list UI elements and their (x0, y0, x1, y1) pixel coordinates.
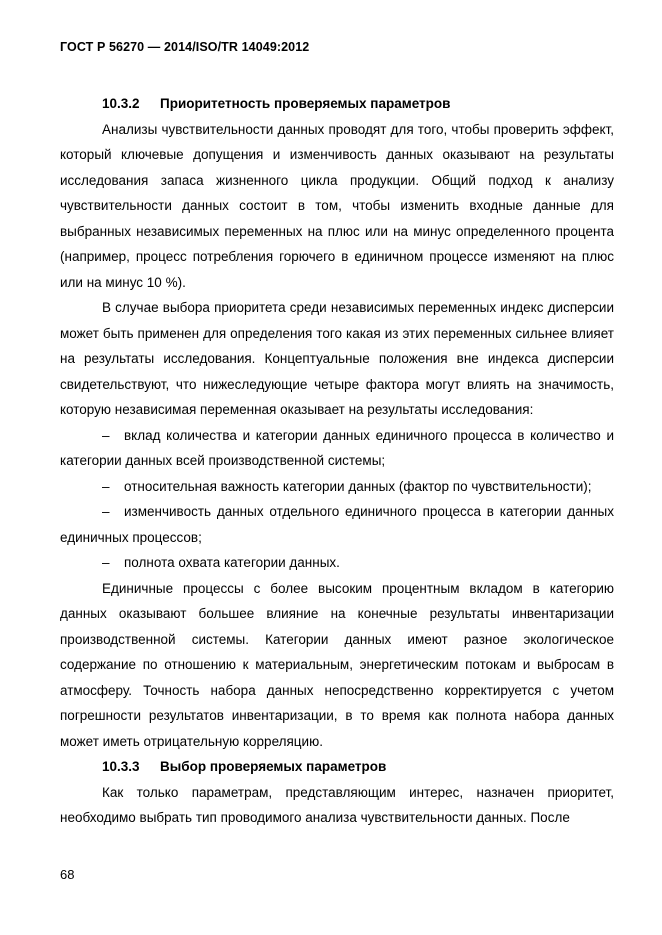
section-number: 10.3.2 (102, 96, 140, 111)
section-heading-10-3-2 (102, 91, 614, 117)
bullet-dash: – (102, 504, 110, 519)
bullet-dash: – (102, 478, 110, 494)
section-title: Выбор проверяемых параметров (160, 759, 387, 774)
page-number: 68 (60, 867, 75, 882)
bullet-dash: – (102, 555, 110, 570)
list-item-text: изменчивость данных отдельного единичного процесса в категории данных единичных процессов; (60, 504, 614, 545)
paragraph-3: Единичные процессы с более высоким процентным вкладом в категорию данных оказывают большее влияние на конечные результаты инвентаризации производственной системы. Категории данных имеют разное экологическое содержание по отношению к материальным, энергетическим потокам и выбросам в атмосферу. Точность набора данных непосредственно корректируется с учетом погрешности результатов инвентаризации, в то время как полнота набора данных может иметь отрицательную корреляцию. (60, 580, 614, 749)
list-item-text: вклад количества и категории данных единичного процесса в количество и категории данных всей производственной системы; (60, 427, 614, 468)
list-item (60, 499, 614, 550)
document-body (60, 91, 614, 831)
list-item-text: относительная важность категории данных (фактор по чувствительности); (124, 478, 592, 494)
list-item (60, 423, 614, 474)
paragraph-1: Анализы чувствительности данных проводят для того, чтобы проверить эффект, который ключевые допущения и изменчивость данных оказывают на результаты исследования запаса жизненного цикла продукции. Общий подход к анализу чувствительности данных состоит в том, чтобы изменить входные данные для выбранных независимых переменных на плюс или на минус определенного процента (например, процесс потребления горючего в единичном процессе изменяют на плюс или на минус 10 %). (60, 121, 614, 290)
list-item (60, 550, 614, 576)
bullet-dash: – (102, 427, 110, 443)
section-heading-10-3-3 (102, 754, 614, 780)
paragraph-2: В случае выбора приоритета среди независимых переменных индекс дисперсии может быть применен для определения того какая из этих переменных сильнее влияет на результаты исследования. Концептуальные положения вне индекса дисперсии свидетельствуют, что нижеследующие четыре фактора могут влиять на значимость, которую независимая переменная оказывает на результаты исследования: (60, 300, 614, 417)
list-item-text: полнота охвата категории данных. (124, 555, 340, 570)
document-header: ГОСТ Р 56270 — 2014/ISO/TR 14049:2012 (60, 40, 310, 54)
list-item (60, 474, 614, 500)
section-number: 10.3.3 (102, 759, 140, 774)
paragraph-4: Как только параметрам, представляющим интерес, назначен приоритет, необходимо выбрать тип проводимого анализа чувствительности данных. После (60, 784, 614, 825)
section-title: Приоритетность проверяемых параметров (160, 96, 451, 111)
